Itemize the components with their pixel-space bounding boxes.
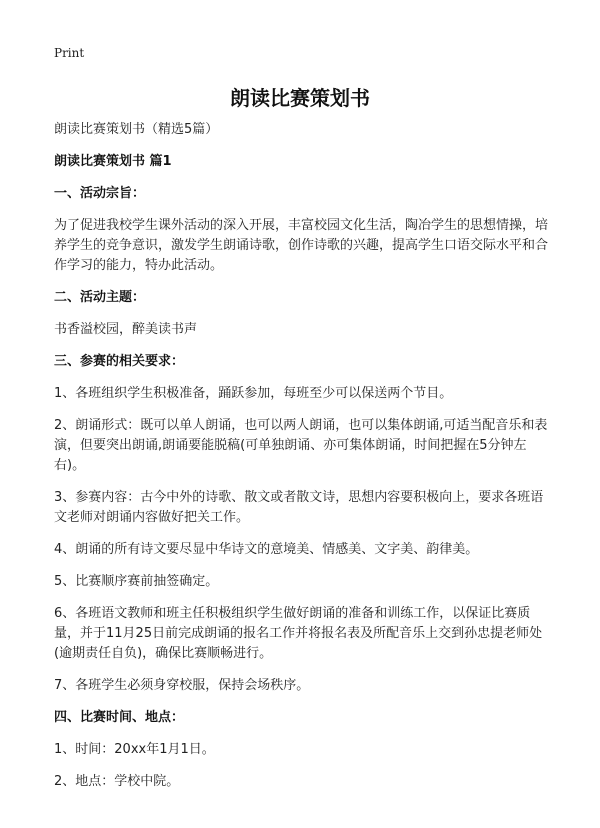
requirement-item: 2、朗诵形式：既可以单人朗诵，也可以两人朗诵，也可以集体朗诵,可适当配音乐和表演，但要突出朗诵,朗诵要能脱稿(可单独朗诵、亦可集体朗诵，时间把握在5分钟左右)。 <box>54 418 548 473</box>
subtitle: 朗读比赛策划书（精选5篇） <box>54 122 219 137</box>
time-item: 1、时间：20xx年1月1日。 <box>54 742 215 757</box>
paragraph-theme: 书香溢校园，醉美读书声 <box>54 322 198 337</box>
page-title: 朗读比赛策划书 <box>230 86 370 110</box>
requirement-item: 4、朗诵的所有诗文要尽显中华诗文的意境美、情感美、文字美、韵律美。 <box>54 542 479 557</box>
paragraph-purpose: 为了促进我校学生课外活动的深入开展，丰富校园文化生活，陶冶学生的思想情操，培养学生的竞争意识，激发学生朗诵诗歌，创作诗歌的兴趣，提高学生口语交际水平和合作学习的能力，特办此活动。 <box>54 218 549 273</box>
heading-requirements: 三、参赛的相关要求： <box>54 354 185 369</box>
heading-time-place: 四、比赛时间、地点： <box>54 710 185 725</box>
requirement-item: 5、比赛顺序赛前抽签确定。 <box>54 574 219 589</box>
requirement-item: 3、参赛内容：古今中外的诗歌、散文或者散文诗，思想内容要积极向上，要求各班语文老师对朗诵内容做好把关工作。 <box>54 490 544 525</box>
requirement-item: 7、各班学生必须身穿校服，保持会场秩序。 <box>54 678 310 693</box>
heading-theme: 二、活动主题： <box>54 290 146 305</box>
document-body <box>54 120 554 804</box>
section-title: 朗读比赛策划书 篇1 <box>54 154 172 169</box>
requirement-item: 1、各班组织学生积极准备，踊跃参加，每班至少可以保送两个节目。 <box>54 386 453 401</box>
heading-purpose: 一、活动宗旨： <box>54 186 146 201</box>
requirement-item: 6、各班语文教师和班主任积极组织学生做好朗诵的准备和训练工作，以保证比赛质量，并于11月25日前完成朗诵的报名工作并将报名表及所配音乐上交到孙忠提老师处(逾期责任自负)，确保比赛顺畅进行。 <box>54 606 543 661</box>
place-item: 2、地点：学校中院。 <box>54 774 180 789</box>
print-link[interactable]: Print <box>54 46 85 60</box>
